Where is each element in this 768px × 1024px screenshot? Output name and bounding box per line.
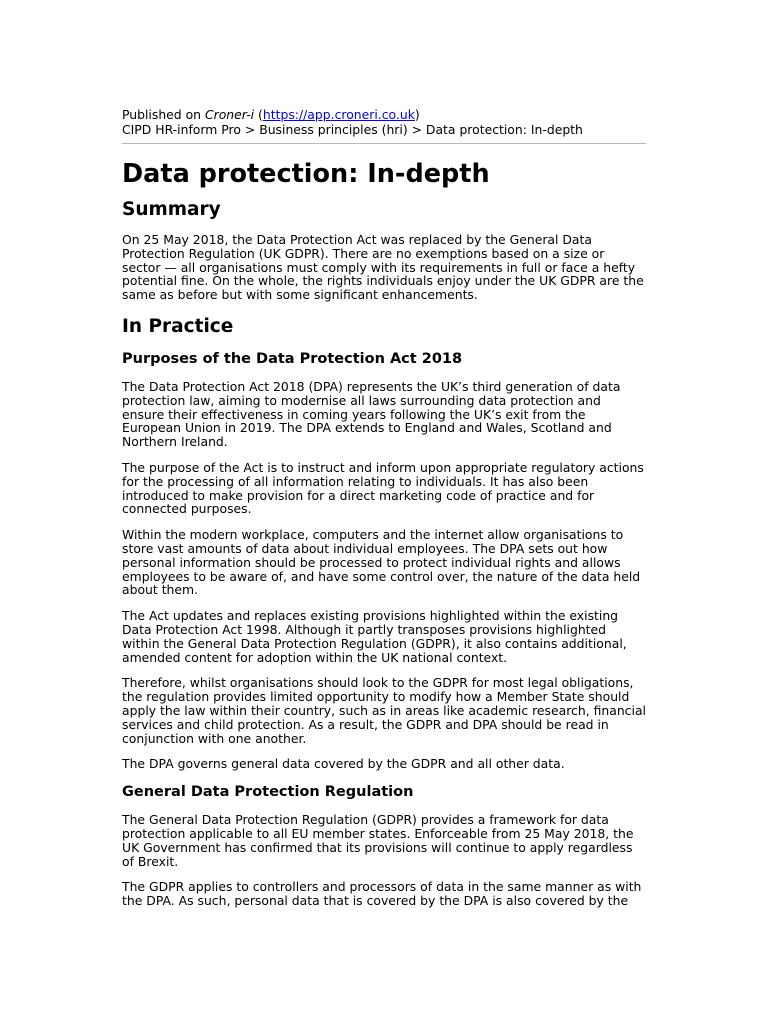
published-prefix: Published on [122, 107, 205, 122]
dpa-paragraph: Within the modern workplace, computers and the internet allow organisations to store vast amounts of data about individual employees. The DPA sets out how personal information should be processed to protect individual rights and allows employees to be aware of, and have some control over, the nature of the data held about them. [122, 527, 641, 598]
dpa-paragraph: The DPA governs general data covered by the GDPR and all other data. [122, 756, 565, 772]
breadcrumb: CIPD HR-inform Pro > Business principles (hri) > Data protection: In-depth [122, 122, 583, 137]
summary-heading: Summary [122, 199, 221, 220]
header-divider [122, 143, 646, 144]
gdpr-paragraph: The GDPR applies to controllers and processors of data in the same manner as with the DPA. As such, personal data that is covered by the DPA is also covered by the [122, 879, 642, 909]
gdpr-section-heading: General Data Protection Regulation [122, 784, 414, 801]
dpa-paragraph: The Act updates and replaces existing provisions highlighted within the existing Data Protection Act 1998. Although it partly transposes provisions highlighted within the General Data Protection Regulation (GDPR), it also contains additional, amended content for adoption within the UK national context. [122, 608, 627, 665]
dpa-paragraph: Therefore, whilst organisations should look to the GDPR for most legal obligations, the regulation provides limited opportunity to modify how a Member State should apply the law within their country, such as in areas like academic research, financial services and child protection. As a result, the GDPR and DPA should be read in conjunction with one another. [122, 675, 646, 746]
close-paren: ) [414, 107, 420, 122]
open-paren: ( [254, 107, 263, 122]
in-practice-heading: In Practice [122, 315, 234, 337]
site-name: Croner-i [204, 107, 255, 122]
dpa-paragraph: The Data Protection Act 2018 (DPA) represents the UK’s third generation of data protection law, aiming to modernise all laws surrounding data protection and ensure their effectiveness in coming years following the UK’s exit from the European Union in 2019. The DPA extends to England and Wales, Scotland and Northern Ireland. [122, 378, 621, 450]
document-page [122, 107, 646, 908]
site-url-link[interactable]: https://app.croneri.co.uk [262, 107, 415, 122]
dpa-paragraph: The purpose of the Act is to instruct and inform upon appropriate regulatory actions for the processing of all information relating to individuals. It has also been introduced to make provision for a direct marketing code of practice and for connected purposes. [122, 459, 644, 517]
page-title: Data protection: In-depth [122, 159, 490, 189]
dpa-section-heading: Purposes of the Data Protection Act 2018 [122, 350, 463, 367]
gdpr-paragraph: The General Data Protection Regulation (GDPR) provides a framework for data protection applicable to all EU member states. Enforceable from 25 May 2018, the UK Government has confirmed that its provisions will continue to apply regardless of Brexit. [122, 812, 634, 869]
summary-text: On 25 May 2018, the Data Protection Act was replaced by the General Data Protection Regulation (UK GDPR). There are no exemptions based on a size or sector — all organisations must comply with its requirements in full or face a hefty potential fine. On the whole, the rights individuals enjoy under the UK GDPR are the same as before but with some significant enhancements. [122, 232, 644, 303]
published-line [122, 107, 646, 122]
